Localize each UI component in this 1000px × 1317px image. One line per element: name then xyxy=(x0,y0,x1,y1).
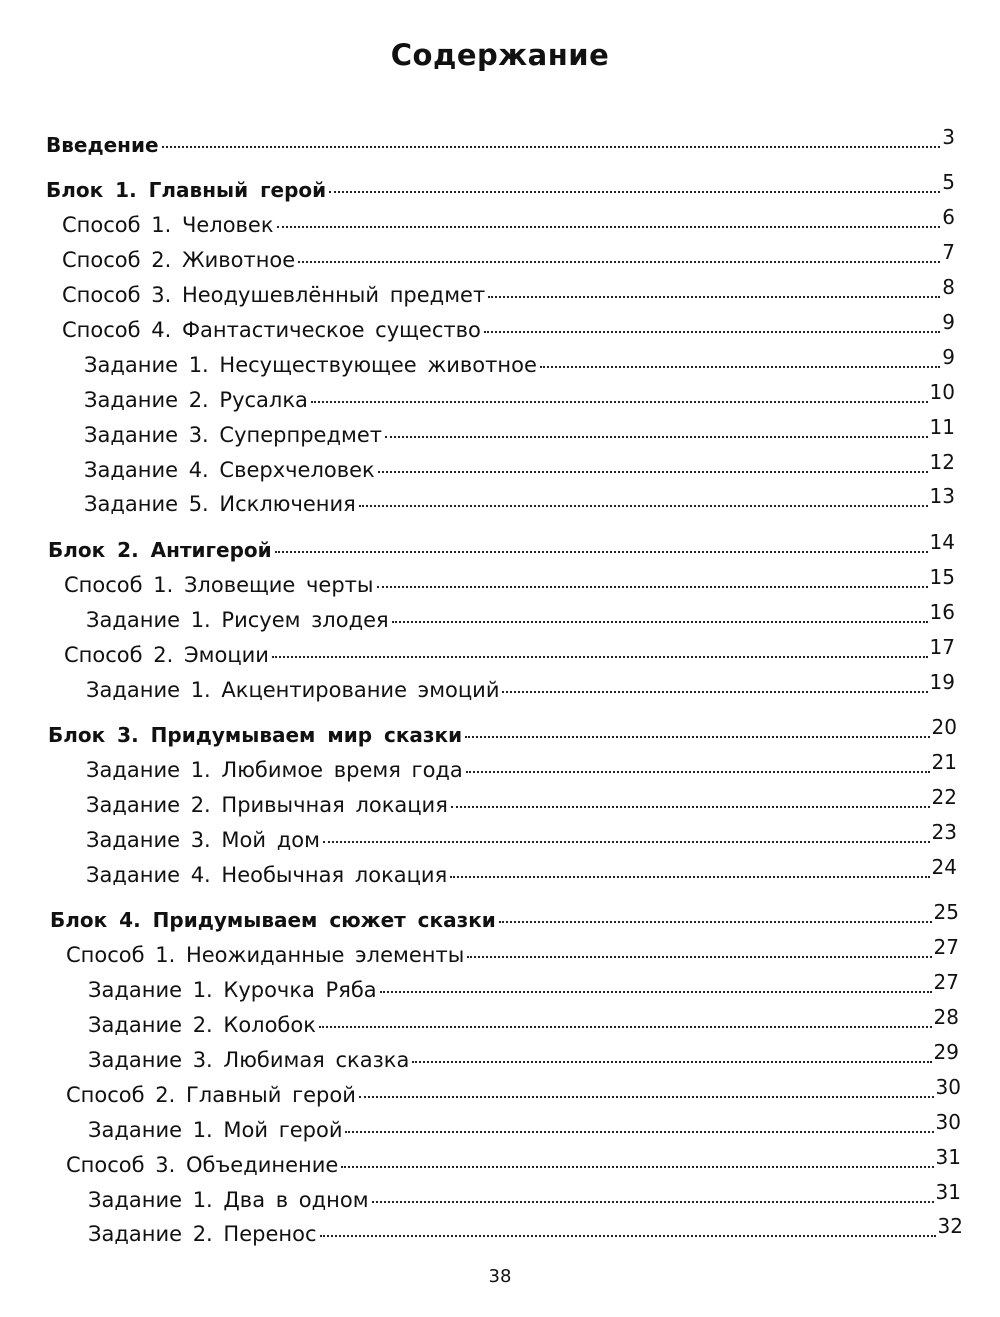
toc-entry-block-3[interactable] xyxy=(48,715,957,749)
toc-entry-block-1[interactable] xyxy=(46,170,955,204)
toc-entry-page: 12 xyxy=(929,450,955,474)
toc-entry-method[interactable] xyxy=(66,935,959,969)
dot-leader xyxy=(450,876,929,878)
toc-entry-label: Задание 1. Несуществующее животное xyxy=(84,353,537,377)
toc-entry-label: Блок 2. Антигерой xyxy=(48,538,272,562)
toc-entry-page: 27 xyxy=(933,935,959,959)
toc-entry-label: Задание 2. Привычная локация xyxy=(86,793,448,817)
toc-entry-label: Блок 1. Главный герой xyxy=(46,178,327,202)
toc-entry-label: Способ 3. Неодушевлённый предмет xyxy=(62,283,486,307)
toc-entry-task[interactable] xyxy=(88,1180,961,1214)
toc-entry-label: Задание 4. Сверхчеловек xyxy=(84,458,375,482)
toc-entry-page: 31 xyxy=(935,1180,961,1204)
dot-leader xyxy=(277,226,941,228)
toc-entry-label: Способ 2. Главный герой xyxy=(66,1083,356,1107)
toc-entry-task[interactable] xyxy=(86,820,957,854)
toc-entry-introduction[interactable] xyxy=(46,125,955,159)
toc-entry-task[interactable] xyxy=(88,1110,961,1144)
toc-entry-task[interactable] xyxy=(88,1005,959,1039)
toc-entry-page: 19 xyxy=(929,670,955,694)
dot-leader xyxy=(484,331,940,333)
dot-leader xyxy=(359,505,928,507)
dot-leader xyxy=(345,1131,933,1133)
toc-entry-task[interactable] xyxy=(84,415,955,449)
toc-entry-task[interactable] xyxy=(88,970,959,1004)
toc-entry-label: Блок 4. Придумываем сюжет сказки xyxy=(50,908,496,932)
page-title: Содержание xyxy=(390,38,610,72)
toc-entry-page: 15 xyxy=(929,565,955,589)
dot-leader xyxy=(499,921,932,923)
dot-leader xyxy=(488,296,940,298)
toc-entry-label: Способ 4. Фантастическое существо xyxy=(62,318,481,342)
toc-entry-page: 21 xyxy=(931,750,957,774)
toc-entry-label: Задание 1. Рисуем злодея xyxy=(86,608,389,632)
toc-entry-task[interactable] xyxy=(86,600,955,634)
dot-leader xyxy=(311,401,928,403)
dot-leader xyxy=(467,956,931,958)
toc-entry-label: Способ 1. Неожиданные элементы xyxy=(66,943,465,967)
dot-leader xyxy=(272,656,928,658)
toc-entry-page: 25 xyxy=(933,900,959,924)
toc-entry-page: 29 xyxy=(933,1040,959,1064)
toc-entry-label: Способ 1. Человек xyxy=(62,213,274,237)
toc-entry-label: Задание 2. Русалка xyxy=(84,388,308,412)
toc-entry-page: 30 xyxy=(935,1075,961,1099)
dot-leader xyxy=(298,261,940,263)
toc-entry-task[interactable] xyxy=(86,750,957,784)
dot-leader xyxy=(162,146,941,148)
toc-entry-page: 22 xyxy=(931,785,957,809)
dot-leader xyxy=(380,991,932,993)
toc-entry-page: 17 xyxy=(929,635,955,659)
toc-entry-page: 6 xyxy=(942,205,955,229)
toc-entry-label: Задание 1. Курочка Ряба xyxy=(88,978,377,1002)
toc-entry-page: 7 xyxy=(942,240,955,264)
dot-leader xyxy=(466,771,930,773)
toc-entry-task[interactable] xyxy=(84,380,955,414)
toc-entry-task[interactable] xyxy=(86,785,957,819)
toc-entry-page: 23 xyxy=(931,820,957,844)
toc-entry-page: 16 xyxy=(929,600,955,624)
toc-entry-label: Задание 1. Два в одном xyxy=(88,1188,369,1212)
toc-entry-method[interactable] xyxy=(64,565,955,599)
toc-entry-task[interactable] xyxy=(84,450,955,484)
toc-entry-page: 28 xyxy=(933,1005,959,1029)
toc-entry-page: 14 xyxy=(929,530,955,554)
toc-entry-label: Способ 2. Эмоции xyxy=(64,643,269,667)
toc-entry-task[interactable] xyxy=(86,670,955,704)
toc-entry-label: Задание 3. Любимая сказка xyxy=(88,1048,410,1072)
toc-entry-label: Задание 1. Акцентирование эмоций xyxy=(86,678,500,702)
dot-leader xyxy=(323,841,930,843)
dot-leader xyxy=(502,691,927,693)
dot-leader xyxy=(540,366,940,368)
dot-leader xyxy=(329,191,940,193)
toc-entry-task[interactable] xyxy=(88,1214,963,1248)
toc-entry-block-4[interactable] xyxy=(50,900,959,934)
toc-entry-label: Способ 3. Объединение xyxy=(66,1153,339,1177)
toc-entry-page: 24 xyxy=(931,855,957,879)
toc-entry-task[interactable] xyxy=(86,855,957,889)
toc-entry-task[interactable] xyxy=(88,1040,959,1074)
dot-leader xyxy=(377,586,928,588)
toc-entry-method[interactable] xyxy=(62,275,955,309)
toc-entry-label: Задание 5. Исключения xyxy=(84,492,356,516)
toc-entry-method[interactable] xyxy=(62,205,955,239)
toc-entry-page: 20 xyxy=(931,715,957,739)
toc-entry-page: 9 xyxy=(942,345,955,369)
toc-entry-label: Способ 1. Зловещие черты xyxy=(64,573,374,597)
toc-entry-page: 13 xyxy=(929,484,955,508)
toc-entry-page: 8 xyxy=(942,275,955,299)
dot-leader xyxy=(341,1166,933,1168)
dot-leader xyxy=(359,1096,934,1098)
toc-entry-page: 10 xyxy=(929,380,955,404)
toc-entry-method[interactable] xyxy=(64,635,955,669)
toc-entry-label: Задание 1. Любимое время года xyxy=(86,758,463,782)
dot-leader xyxy=(275,551,928,553)
dot-leader xyxy=(319,1026,932,1028)
toc-entry-page: 32 xyxy=(937,1214,963,1238)
dot-leader xyxy=(320,1235,936,1237)
toc-entry-block-2[interactable] xyxy=(48,530,955,564)
toc-entry-label: Задание 4. Необычная локация xyxy=(86,863,448,887)
dot-leader xyxy=(412,1061,931,1063)
toc-entry-label: Способ 2. Животное xyxy=(62,248,296,272)
page-number: 38 xyxy=(488,1266,512,1287)
toc-entry-method[interactable] xyxy=(66,1075,961,1109)
toc-entry-page: 5 xyxy=(942,170,955,194)
toc-entry-label: Задание 1. Мой герой xyxy=(88,1118,343,1142)
toc-entry-label: Введение xyxy=(46,133,159,157)
dot-leader xyxy=(378,471,928,473)
toc-entry-page: 3 xyxy=(942,125,955,149)
toc-entry-method[interactable] xyxy=(62,240,955,274)
dot-leader xyxy=(465,736,929,738)
toc-entry-task[interactable] xyxy=(84,345,955,379)
toc-entry-page: 11 xyxy=(929,415,955,439)
toc-entry-method[interactable] xyxy=(62,310,955,344)
toc-entry-label: Задание 3. Суперпредмет xyxy=(84,423,382,447)
dot-leader xyxy=(392,621,928,623)
toc-entry-label: Задание 2. Перенос xyxy=(88,1222,317,1246)
dot-leader xyxy=(385,436,928,438)
dot-leader xyxy=(451,806,930,808)
toc-entry-page: 27 xyxy=(933,970,959,994)
toc-entry-page: 9 xyxy=(942,310,955,334)
toc-entry-label: Задание 2. Колобок xyxy=(88,1013,316,1037)
toc-entry-task[interactable] xyxy=(84,484,955,518)
toc-entry-method[interactable] xyxy=(66,1145,961,1179)
toc-entry-page: 31 xyxy=(935,1145,961,1169)
dot-leader xyxy=(372,1201,934,1203)
toc-entry-label: Блок 3. Придумываем мир сказки xyxy=(48,723,463,747)
toc-entry-label: Задание 3. Мой дом xyxy=(86,828,320,852)
toc-entry-page: 30 xyxy=(935,1110,961,1134)
